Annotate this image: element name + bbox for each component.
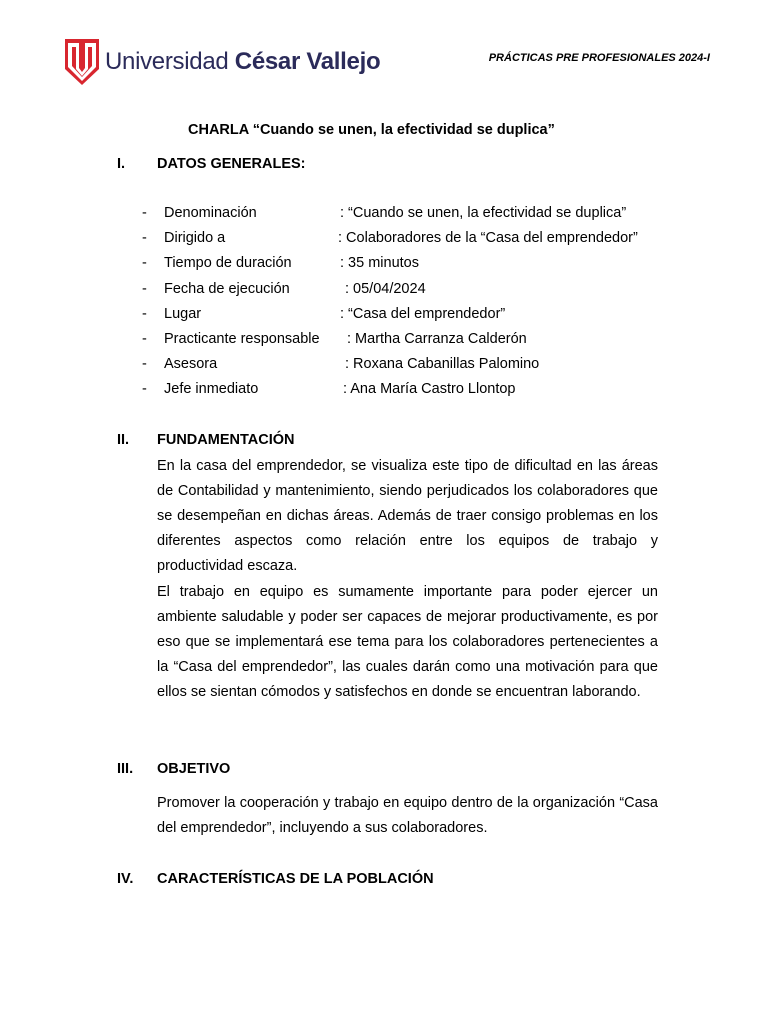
bullet-dash: - xyxy=(142,381,147,398)
datos-value: : “Casa del emprendedor” xyxy=(340,305,506,322)
datos-value: : Ana María Castro Llontop xyxy=(343,381,516,398)
university-logo xyxy=(57,33,381,90)
datos-value: : 05/04/2024 xyxy=(345,280,426,297)
section-number: I. xyxy=(117,156,126,172)
datos-value: : Colaboradores de la “Casa del emprendedor” xyxy=(338,230,638,247)
ucv-shield-icon xyxy=(65,39,99,85)
fundamentacion-paragraph-1: En la casa del emprendedor, se visualiza este tipo de dificultad en las áreas de Contabilidad y mantenimiento, siendo perjudicados los colaboradores que se desempeñan en dichas áreas. Además de traer consigo problemas en los diferentes aspectos como relación entre los equipos de trabajo y productividad escaza. xyxy=(157,458,658,575)
datos-value: : Roxana Cabanillas Palomino xyxy=(345,356,540,373)
datos-label: Fecha de ejecución xyxy=(164,280,290,297)
bullet-dash: - xyxy=(142,205,147,221)
bullet-dash: - xyxy=(142,356,147,373)
datos-value: : “Cuando se unen, la efectividad se duplica” xyxy=(340,205,627,221)
section-number: II. xyxy=(117,432,130,448)
section-title: CARACTERÍSTICAS DE LA POBLACIÓN xyxy=(157,871,434,887)
bullet-dash: - xyxy=(142,230,147,247)
datos-label: Dirigido a xyxy=(164,230,226,247)
datos-label: Denominación xyxy=(164,205,257,221)
datos-label: Jefe inmediato xyxy=(164,381,259,398)
datos-label: Lugar xyxy=(164,305,202,322)
section-title: OBJETIVO xyxy=(157,761,231,777)
datos-label: Asesora xyxy=(164,356,218,373)
section-number: III. xyxy=(117,761,134,777)
datos-value: : 35 minutos xyxy=(340,255,419,272)
bullet-dash: - xyxy=(142,330,147,347)
section-number: IV. xyxy=(117,871,134,887)
section-title: FUNDAMENTACIÓN xyxy=(157,432,295,448)
fundamentacion-paragraph-2: El trabajo en equipo es sumamente importante para poder ejercer un ambiente saludable y poder ser capaces de mejorar productivamente, es por eso que se implementará ese tema para los colaboradores pertenecientes a la “Casa del emprendedor”, las cuales darán como una motivación para que ellos se sientan cómodos y satisfechos en donde se encuentran laborando. xyxy=(157,584,658,701)
header-practicas: PRÁCTICAS PRE PROFESIONALES 2024-I xyxy=(488,52,710,64)
logo-text: Universidad César Vallejo xyxy=(105,47,381,75)
datos-label: Tiempo de duración xyxy=(164,255,292,272)
bullet-dash: - xyxy=(142,305,147,322)
bullet-dash: - xyxy=(142,280,147,297)
bullet-dash: - xyxy=(142,255,147,272)
datos-value: : Martha Carranza Calderón xyxy=(347,330,527,347)
objetivo-paragraph: Promover la cooperación y trabajo en equipo dentro de la organización “Casa del emprendedor”, incluyendo a sus colaboradores. xyxy=(157,795,658,837)
section-title: DATOS GENERALES: xyxy=(157,156,306,172)
datos-label: Practicante responsable xyxy=(164,330,320,347)
document-title: CHARLA “Cuando se unen, la efectividad se duplica” xyxy=(188,122,555,138)
